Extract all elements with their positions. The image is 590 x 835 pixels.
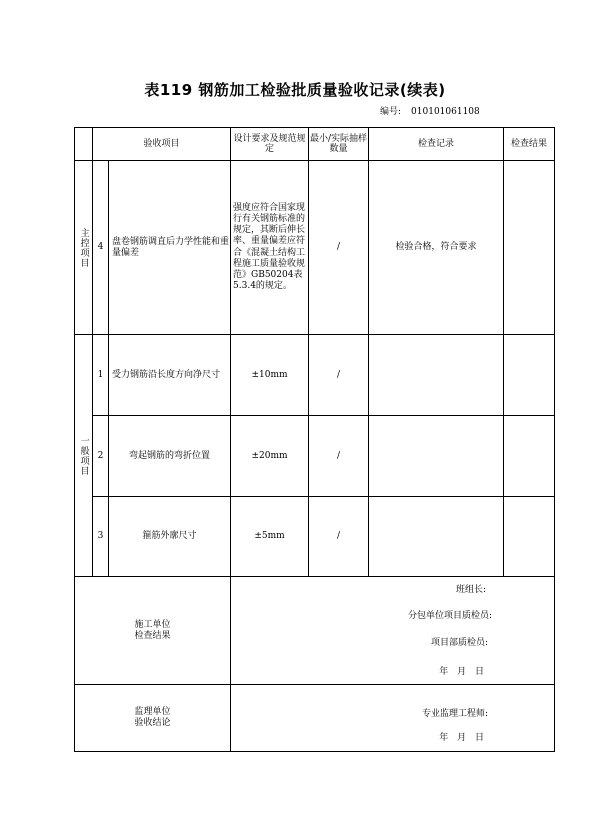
supervision-unit-row [75, 685, 555, 752]
supervision-unit-sign-area[interactable] [231, 685, 555, 752]
item-requirement: 强度应符合国家现行有关钢筋标准的规定，其断后伸长率、重量偏差应符合《混凝土结构工程施工质量验收规范》GB50204表5.3.4的规定。 [231, 161, 309, 335]
inspection-record-table [74, 127, 555, 752]
main-group-cell [75, 161, 93, 335]
record-code [380, 104, 480, 117]
table-row [75, 497, 555, 577]
item-record[interactable] [369, 497, 504, 577]
code-value: 010101061108 [411, 107, 480, 117]
item-number: 2 [93, 416, 109, 497]
header-blank-cell [75, 128, 93, 161]
table-row [75, 416, 555, 497]
sub-inspector-label: 分包单位项目质检员: [407, 611, 493, 621]
general-group-cell [75, 335, 93, 577]
construction-unit-label: 施工单位检查结果 [134, 619, 171, 641]
item-name: 受力钢筋沿长度方向净尺寸 [109, 335, 231, 416]
item-number: 1 [93, 335, 109, 416]
item-number: 3 [93, 497, 109, 577]
team-leader-label: 班组长: [455, 585, 487, 595]
item-sample: / [309, 416, 369, 497]
item-name: 箍筋外廓尺寸 [109, 497, 231, 577]
supervision-unit-label-cell [75, 685, 231, 752]
item-record[interactable] [369, 416, 504, 497]
construction-unit-row [75, 577, 555, 685]
header-result: 检查结果 [504, 128, 555, 161]
header-sample: 最小/实际抽样数量 [309, 128, 369, 161]
item-record[interactable] [369, 335, 504, 416]
header-requirement: 设计要求及规范规定 [231, 128, 309, 161]
supervising-engineer-label: 专业监理工程师: [421, 709, 489, 719]
code-label: 编号: [380, 107, 402, 117]
table-row [75, 161, 555, 335]
header-record: 检查记录 [369, 128, 504, 161]
item-requirement: ±10mm [231, 335, 309, 416]
item-requirement: ±20mm [231, 416, 309, 497]
table-row [75, 335, 555, 416]
header-item: 验收项目 [93, 128, 231, 161]
table-header-row [75, 128, 555, 161]
construction-unit-label-cell [75, 577, 231, 685]
item-sample: / [309, 497, 369, 577]
page-title: 表119 钢筋加工检验批质量验收记录(续表) [144, 81, 446, 99]
construction-unit-sign-area[interactable] [231, 577, 555, 685]
supervision-unit-label: 监理单位验收结论 [134, 707, 171, 728]
item-name: 弯起钢筋的弯折位置 [109, 416, 231, 497]
construction-date: 年 月 日 [439, 667, 485, 677]
item-record[interactable]: 检验合格，符合要求 [369, 161, 504, 335]
item-name: 盘卷钢筋调直后力学性能和重量偏差 [109, 161, 231, 335]
item-sample: / [309, 335, 369, 416]
dept-inspector-label: 项目部质检员: [430, 638, 489, 648]
item-result[interactable] [504, 161, 555, 335]
item-number: 4 [93, 161, 109, 335]
item-requirement: ±5mm [231, 497, 309, 577]
general-group-label: 一般项目 [78, 435, 89, 476]
item-result[interactable] [504, 497, 555, 577]
supervision-date: 年 月 日 [439, 733, 485, 743]
item-sample: / [309, 161, 369, 335]
item-result[interactable] [504, 416, 555, 497]
main-group-label: 主控项目 [78, 227, 89, 268]
item-result[interactable] [504, 335, 555, 416]
